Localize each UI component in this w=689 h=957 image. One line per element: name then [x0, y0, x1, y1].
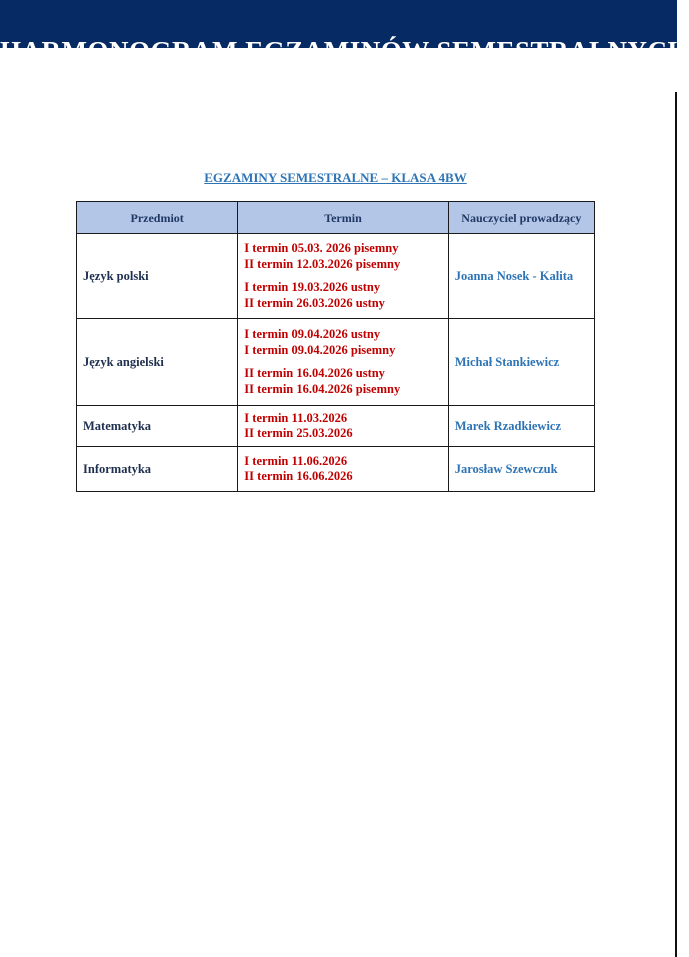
table-header-row — [77, 202, 595, 234]
term-group — [244, 241, 447, 272]
subject-cell: Matematyka — [77, 406, 238, 447]
term-group — [244, 411, 447, 442]
table-row — [77, 319, 595, 406]
table-row — [77, 447, 595, 492]
term-line: II termin 16.06.2026 — [244, 469, 353, 483]
term-line: I termin 05.03. 2026 pisemny — [244, 241, 399, 255]
subject-cell: Informatyka — [77, 447, 238, 492]
term-line: I termin 11.06.2026 — [244, 453, 348, 468]
column-header-teacher: Nauczyciel prowadzący — [448, 202, 594, 234]
term-group — [244, 454, 447, 485]
term-line: I termin 09.04.2026 pisemny — [244, 342, 396, 357]
teacher-cell: Michał Stankiewicz — [448, 319, 594, 406]
page-title: HARMONOGRAM EGZAMINÓW SEMESTRALNYCH — [0, 36, 689, 66]
column-header-subject: Przedmiot — [77, 202, 238, 234]
header-band — [0, 0, 689, 66]
term-group — [244, 280, 447, 311]
teacher-cell: Jarosław Szewczuk — [448, 447, 594, 492]
term-group — [244, 366, 447, 397]
exam-schedule-table — [76, 201, 595, 492]
term-line: II termin 12.03.2026 pisemny — [244, 256, 401, 271]
term-group — [244, 327, 447, 358]
term-line: I termin 09.04.2026 ustny — [244, 327, 381, 341]
table-row — [77, 406, 595, 447]
term-cell — [238, 319, 448, 406]
teacher-cell: Joanna Nosek - Kalita — [448, 234, 594, 319]
subject-cell: Język angielski — [77, 319, 238, 406]
term-line: I termin 19.03.2026 ustny — [244, 280, 381, 294]
term-line: II termin 26.03.2026 ustny — [244, 295, 385, 310]
subject-cell: Język polski — [77, 234, 238, 319]
table-row — [77, 234, 595, 319]
section-title: EGZAMINY SEMESTRALNE – KLASA 4BW — [204, 170, 467, 185]
term-line: I termin 11.03.2026 — [244, 410, 348, 425]
term-cell — [238, 406, 448, 447]
term-line: II termin 16.04.2026 pisemny — [244, 381, 401, 396]
column-header-term: Termin — [238, 202, 448, 234]
teacher-cell: Marek Rzadkiewicz — [448, 406, 594, 447]
right-border-line — [675, 92, 677, 957]
term-cell — [238, 234, 448, 319]
term-line: II termin 25.03.2026 — [244, 426, 353, 440]
term-cell — [238, 447, 448, 492]
term-line: II termin 16.04.2026 ustny — [244, 366, 385, 380]
